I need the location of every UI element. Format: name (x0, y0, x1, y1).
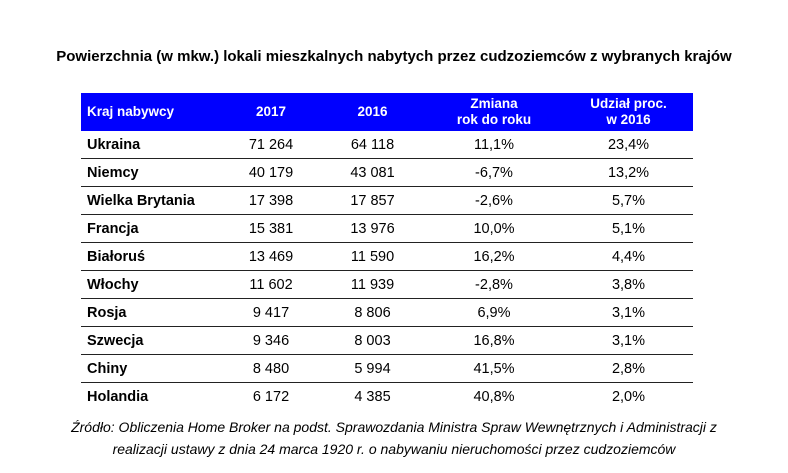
table-header (81, 93, 693, 131)
column-header-2017: 2017 (221, 93, 321, 131)
change-cell: -2,6% (424, 187, 564, 215)
change-cell: 40,8% (473, 388, 515, 405)
share-cell: 2,8% (564, 355, 693, 383)
country-cell: Wielka Brytania (81, 187, 221, 215)
value-2016-cell: 11 939 (321, 271, 424, 299)
share-cell: 3,1% (564, 299, 693, 327)
change-cell: -6,7% (424, 159, 564, 187)
table-row (81, 355, 693, 383)
table-row (81, 327, 693, 355)
value-2017-cell: 17 398 (221, 187, 321, 215)
value-2017-cell: 11 602 (221, 271, 321, 299)
value-2016-cell: 43 081 (321, 159, 424, 187)
country-cell: Chiny (81, 355, 221, 383)
value-2016-cell: 5 994 (321, 355, 424, 383)
value-2017-cell: 13 469 (221, 243, 321, 271)
value-2016-cell: 8 806 (321, 299, 424, 327)
country-cell: Ukraina (81, 131, 221, 159)
share-cell: 4,4% (564, 243, 693, 271)
value-2017-cell: 71 264 (221, 131, 321, 159)
country-cell: Włochy (81, 271, 221, 299)
value-2017-cell: 8 480 (221, 355, 321, 383)
table-row (81, 131, 693, 159)
share-cell: 5,1% (564, 215, 693, 243)
source-line-2: realizacji ustawy z dnia 24 marca 1920 r. o nabywaniu nieruchomości przez cudzoziemców (112, 441, 676, 457)
value-2017-cell: 15 381 (221, 215, 321, 243)
value-2016-cell: 64 118 (321, 131, 424, 159)
country-cell: Niemcy (81, 159, 221, 187)
column-header-share: Udział proc. w 2016 (564, 93, 693, 131)
change-cell: 16,2% (424, 243, 564, 271)
value-2016-cell: 4 385 (354, 388, 391, 405)
column-header-country: Kraj nabywcy (81, 93, 221, 131)
country-cell: Holandia (87, 388, 149, 405)
value-2016-cell: 11 590 (321, 243, 424, 271)
table-row (81, 271, 693, 299)
table-title: Powierzchnia (w mkw.) lokali mieszkalnych nabytych przez cudzoziemców z wybranych krajów (56, 48, 732, 65)
country-cell: Szwecja (81, 327, 221, 355)
table-row (81, 159, 693, 187)
share-cell: 13,2% (564, 159, 693, 187)
source-line-1: Źródło: Obliczenia Home Broker na podst. Sprawozdania Ministra Spraw Wewnętrznych i Administracji z (71, 419, 717, 435)
change-cell: 41,5% (424, 355, 564, 383)
table-body (81, 131, 693, 410)
change-cell: -2,8% (424, 271, 564, 299)
share-cell: 5,7% (564, 187, 693, 215)
country-cell: Rosja (81, 299, 221, 327)
change-cell: 10,0% (424, 215, 564, 243)
country-cell: Białoruś (81, 243, 221, 271)
table-row (81, 243, 693, 271)
value-2017-cell: 40 179 (221, 159, 321, 187)
column-header-change: Zmiana rok do roku (424, 93, 564, 131)
value-2016-cell: 8 003 (321, 327, 424, 355)
column-header-2016: 2016 (321, 93, 424, 131)
share-cell: 23,4% (564, 131, 693, 159)
share-cell: 2,0% (611, 388, 646, 405)
header-row (81, 93, 693, 131)
source-note (0, 416, 788, 460)
change-cell: 11,1% (424, 131, 564, 159)
value-2016-cell: 13 976 (321, 215, 424, 243)
share-cell: 3,8% (564, 271, 693, 299)
table-row (81, 215, 693, 243)
value-2017-cell: 6 172 (252, 388, 290, 405)
table-row (81, 299, 693, 327)
change-cell: 16,8% (424, 327, 564, 355)
table-row (81, 383, 693, 411)
table-row (81, 187, 693, 215)
value-2017-cell: 9 346 (221, 327, 321, 355)
country-cell: Francja (81, 215, 221, 243)
value-2017-cell: 9 417 (221, 299, 321, 327)
change-cell: 6,9% (424, 299, 564, 327)
data-table (81, 93, 693, 410)
value-2016-cell: 17 857 (321, 187, 424, 215)
share-cell: 3,1% (564, 327, 693, 355)
